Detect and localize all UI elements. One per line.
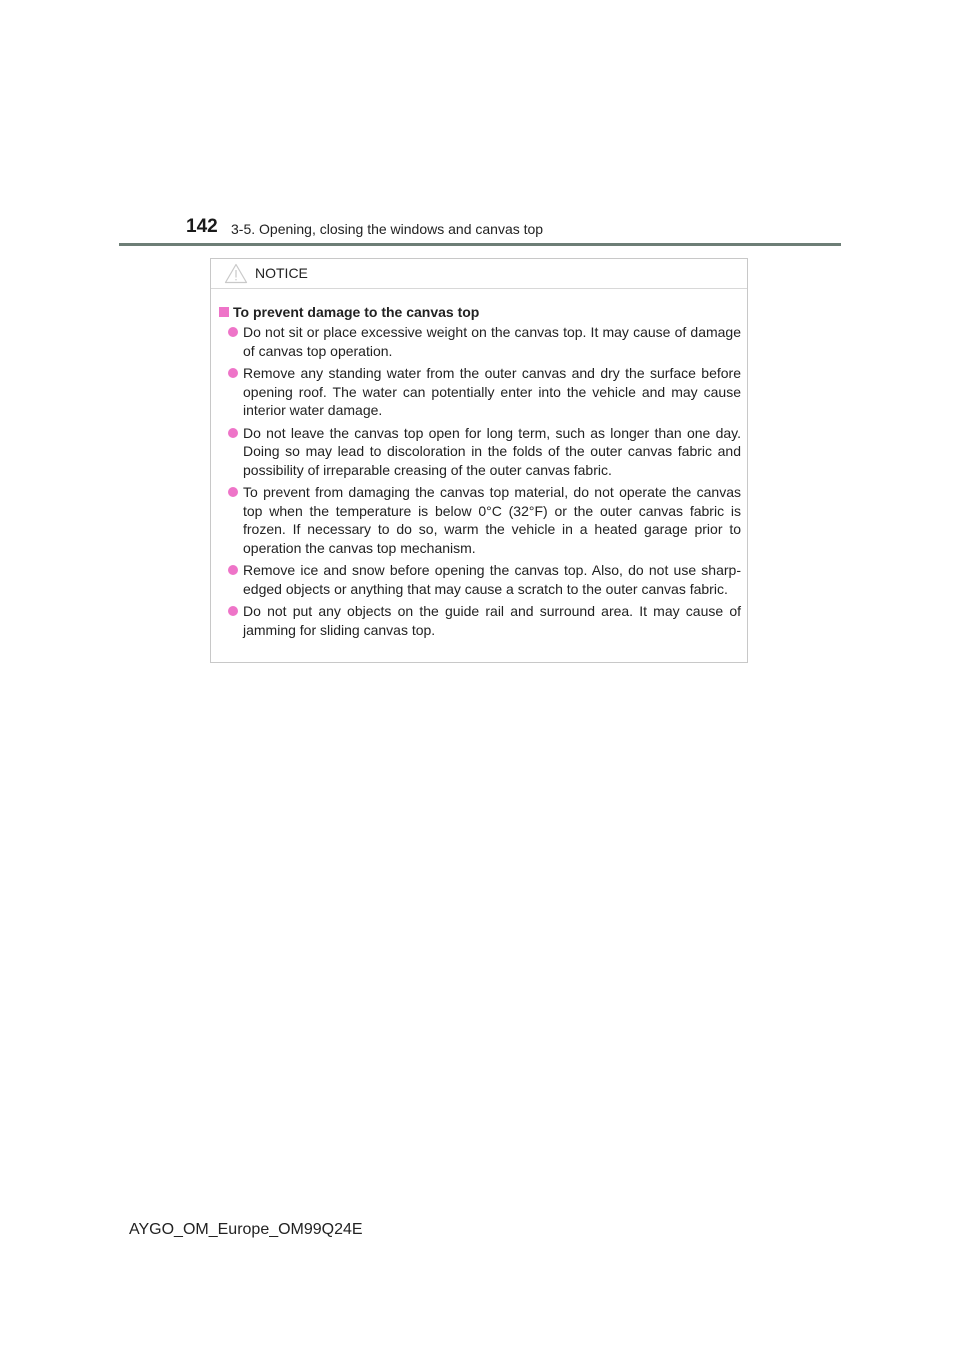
- section-title: 3-5. Opening, closing the windows and canvas top: [231, 221, 544, 237]
- square-bullet-icon: [219, 307, 229, 317]
- notice-heading-text: To prevent damage to the canvas top: [233, 304, 480, 320]
- notice-body: [211, 289, 747, 639]
- list-item: [217, 483, 741, 557]
- page-number: 142: [186, 216, 218, 237]
- bullet-text: To prevent from damaging the canvas top material, do not operate the canvas top when the temperature is below 0°C (32°F) or the outer canvas fabric is frozen. If necessary to do so, warm the vehicle in a heated garage prior to operation the canvas top mechanism.: [243, 484, 741, 556]
- circle-bullet-icon: [228, 428, 238, 438]
- list-item: [217, 602, 741, 639]
- warning-triangle-icon: [224, 263, 248, 284]
- circle-bullet-icon: [228, 327, 238, 337]
- bullet-text: Do not put any objects on the guide rail and surround area. It may cause of jamming for sliding canvas top.: [243, 603, 741, 638]
- notice-header: [211, 259, 747, 289]
- list-item: [217, 424, 741, 480]
- notice-box: [210, 258, 748, 663]
- circle-bullet-icon: [228, 487, 238, 497]
- bullet-text: Do not sit or place excessive weight on the canvas top. It may cause of damage of canvas top operation.: [243, 324, 741, 359]
- notice-label: NOTICE: [255, 265, 308, 281]
- header-rule: [119, 243, 841, 246]
- bullet-text: Remove any standing water from the outer canvas and dry the surface before opening roof. The water can potentially enter into the vehicle and may cause interior water damage.: [243, 365, 741, 418]
- bullet-text: Do not leave the canvas top open for long term, such as longer than one day. Doing so may lead to discoloration in the folds of the outer canvas fabric and possibility of irreparable creasing of the outer canvas fabric.: [243, 424, 741, 478]
- list-item: [217, 364, 741, 420]
- circle-bullet-icon: [228, 565, 238, 575]
- circle-bullet-icon: [228, 368, 238, 378]
- notice-bullet-list: [217, 323, 741, 639]
- list-item: [217, 561, 741, 598]
- list-item: [217, 323, 741, 360]
- notice-heading: [217, 303, 741, 321]
- footer-doc-id: AYGO_OM_Europe_OM99Q24E: [129, 1221, 363, 1238]
- circle-bullet-icon: [228, 606, 238, 616]
- bullet-text: Remove ice and snow before opening the canvas top. Also, do not use sharp-edged objects or anything that may cause a scratch to the outer canvas fabric.: [243, 562, 741, 597]
